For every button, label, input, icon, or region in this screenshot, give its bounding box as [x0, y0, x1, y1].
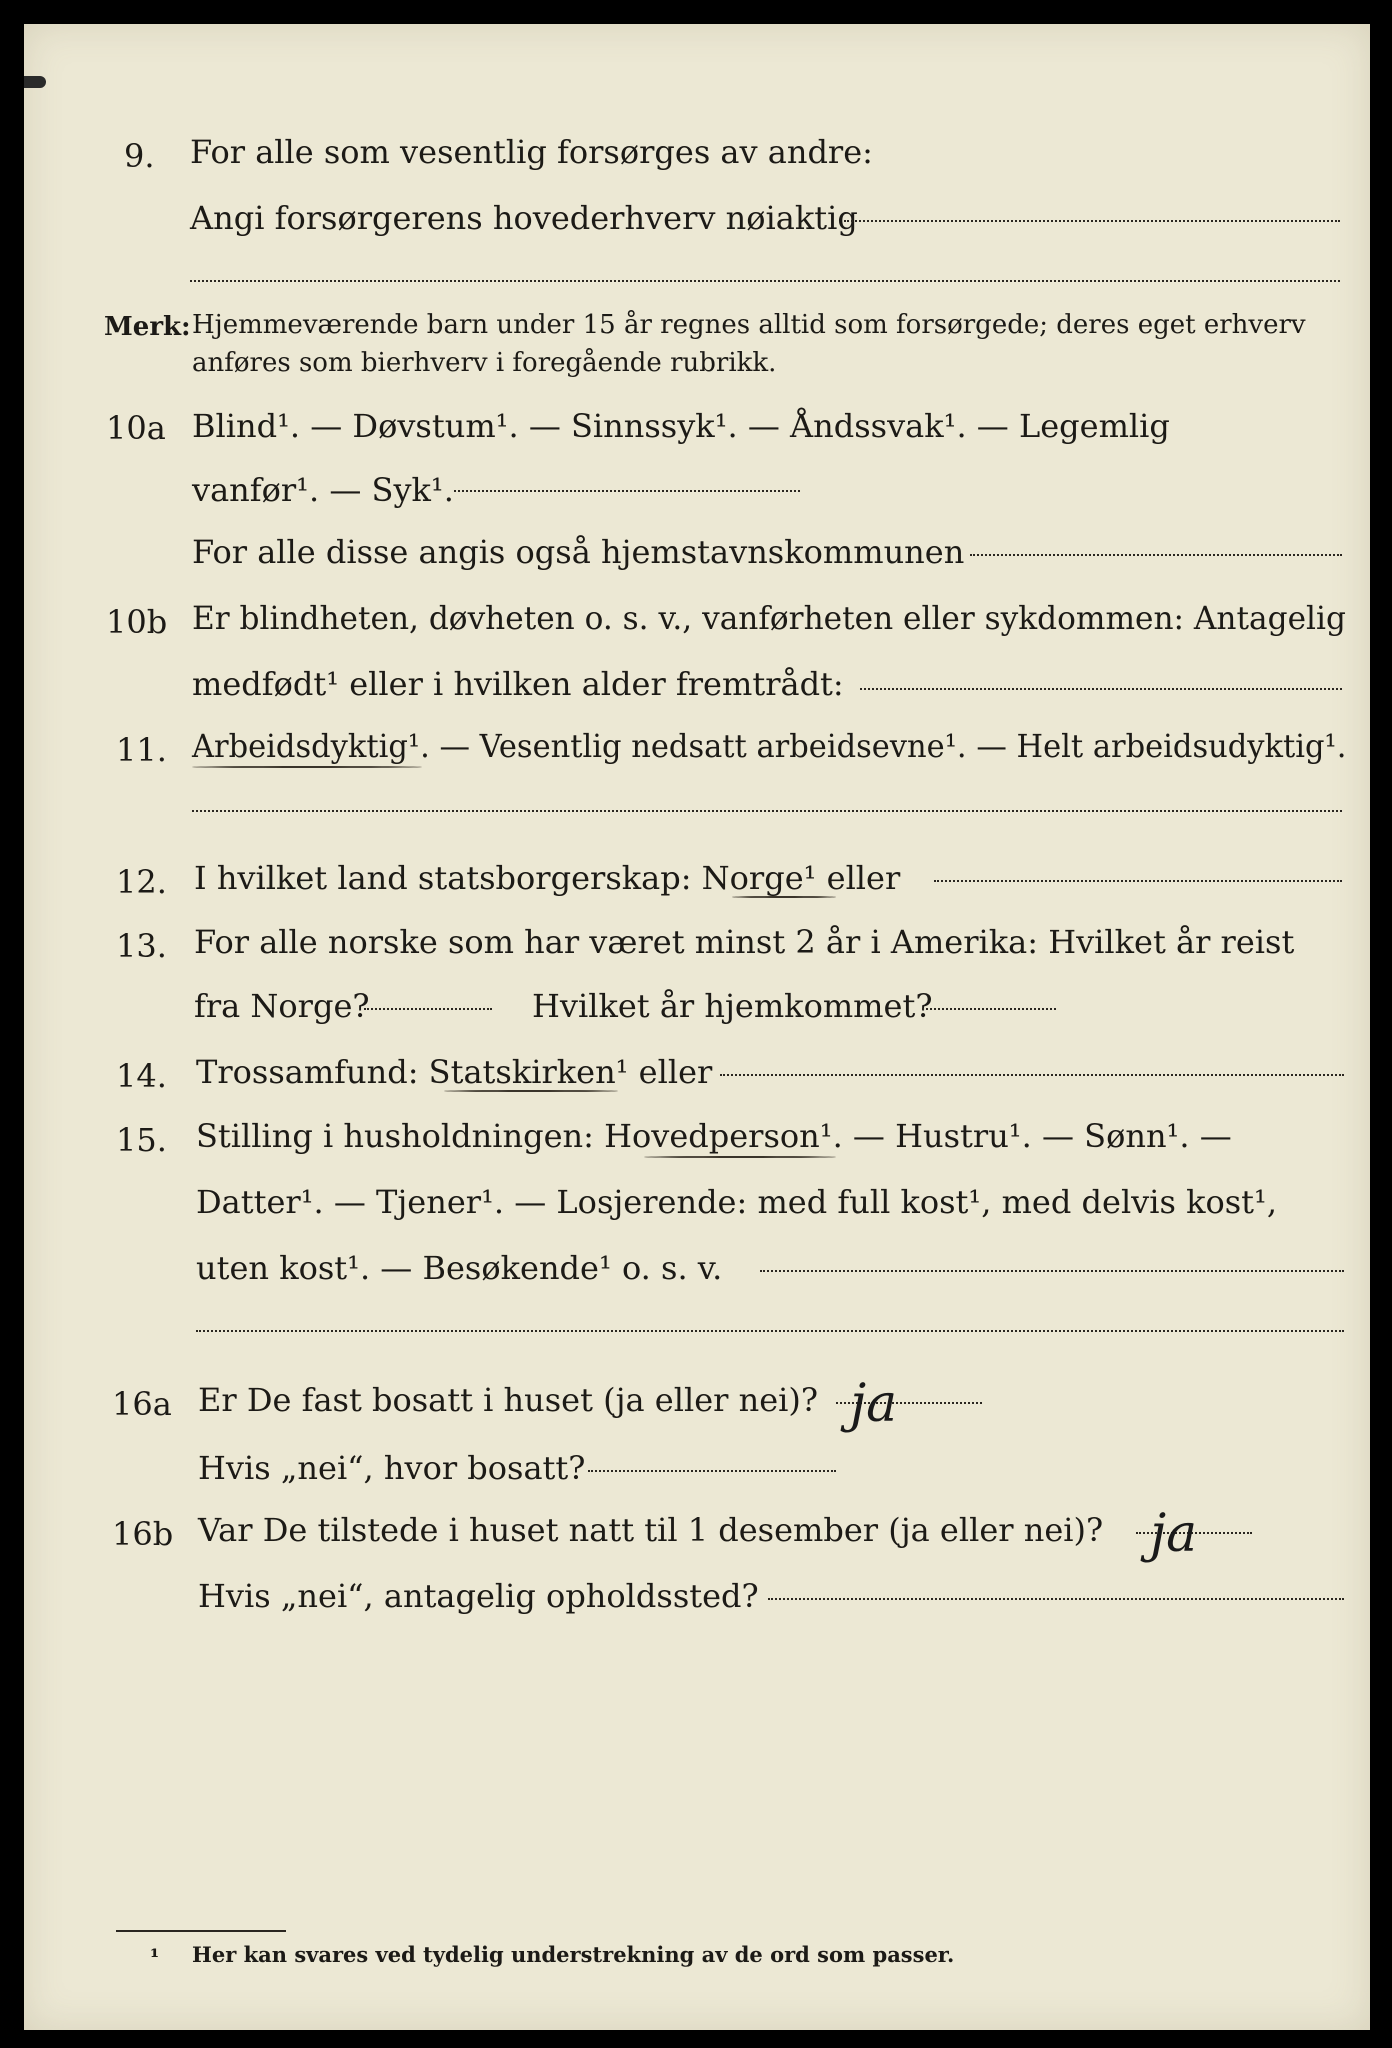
q10a-syk-line[interactable]	[454, 490, 800, 492]
q15-answer-line-2[interactable]	[196, 1330, 1344, 1332]
q10b-number: 10b	[106, 603, 168, 641]
q14-underline-statskirken	[444, 1090, 618, 1092]
q15-line3: uten kost¹. — Besøkende¹ o. s. v.	[196, 1249, 723, 1287]
q10b-line2: medfødt¹ eller i hvilken alder fremtrådt:	[192, 665, 844, 703]
q13-line2b: Hvilket år hjemkommet?	[532, 987, 933, 1025]
q16a-bosatt-line[interactable]	[588, 1470, 836, 1472]
q9-line1: For alle som vesentlig forsørges av andre:	[190, 133, 873, 171]
q14-line1: Trossamfund: Statskirken¹ eller	[196, 1053, 713, 1091]
q11-line1: Arbeidsdyktig¹. — Vesentlig nedsatt arbeidsevne¹. — Helt arbeidsudyktig¹.	[192, 727, 1347, 765]
merk-label: Merk:	[104, 312, 191, 342]
q16a-number: 16a	[112, 1385, 172, 1423]
q16b-line2: Hvis „nei“, antagelig opholdssted?	[198, 1577, 759, 1615]
q10a-number: 10a	[106, 409, 166, 447]
q10b-line1: Er blindheten, døvheten o. s. v., vanførheten eller sykdommen: Antagelig	[192, 599, 1346, 637]
q10a-line2: vanfør¹. — Syk¹.	[192, 471, 454, 509]
q15-line1: Stilling i husholdningen: Hovedperson¹. — Hustru¹. — Sønn¹. —	[196, 1117, 1232, 1155]
q10a-line3: For alle disse angis også hjemstavnskommunen	[192, 533, 965, 571]
q14-answer-line[interactable]	[720, 1074, 1344, 1076]
q16a-handwritten-answer: ja	[850, 1374, 898, 1434]
q16b-handwritten-answer: ja	[1150, 1504, 1198, 1564]
q9-answer-line[interactable]	[844, 220, 1340, 222]
footnote-rule	[116, 1930, 286, 1932]
q13-hjemkommet-line[interactable]	[922, 1008, 1056, 1010]
q9-answer-line-2[interactable]	[190, 280, 1340, 282]
q11-answer-line[interactable]	[192, 810, 1342, 812]
q12-line1: I hvilket land statsborgerskap: Norge¹ eller	[194, 859, 901, 897]
q13-line1: For alle norske som har været minst 2 år i Amerika: Hvilket år reist	[194, 923, 1295, 961]
q9-line2: Angi forsørgerens hovederhverv nøiaktig	[190, 199, 858, 237]
binder-clip	[24, 76, 46, 88]
footnote-mark: ¹	[150, 1944, 160, 1969]
q11-number: 11.	[116, 731, 167, 769]
q10a-line1: Blind¹. — Døvstum¹. — Sinnssyk¹. — Åndssvak¹. — Legemlig	[192, 407, 1170, 445]
q13-line2a: fra Norge?	[194, 987, 370, 1025]
merk-line2: anføres som bierhverv i foregående rubrikk.	[192, 348, 777, 378]
q12-answer-line[interactable]	[934, 880, 1342, 882]
footnote-text: Her kan svares ved tydelig understrekning av de ord som passer.	[192, 1942, 955, 1967]
merk-line1: Hjemmeværende barn under 15 år regnes alltid som forsørgede; deres eget erhverv	[192, 310, 1306, 340]
q14-number: 14.	[116, 1057, 167, 1095]
q15-number: 15.	[116, 1121, 167, 1159]
q9-number: 9.	[124, 137, 155, 175]
q13-reist-line[interactable]	[364, 1008, 492, 1010]
q13-number: 13.	[116, 927, 167, 965]
q15-line2: Datter¹. — Tjener¹. — Losjerende: med full kost¹, med delvis kost¹,	[196, 1183, 1278, 1221]
q16b-line1: Var De tilstede i huset natt til 1 desember (ja eller nei)?	[198, 1511, 1104, 1549]
q16a-line1: Er De fast bosatt i huset (ja eller nei)?	[198, 1381, 819, 1419]
q10a-answer-line[interactable]	[970, 554, 1342, 556]
q12-underline-norge	[732, 896, 836, 898]
q15-answer-line[interactable]	[760, 1270, 1344, 1272]
q16b-opholdssted-line[interactable]	[768, 1598, 1344, 1600]
q16b-number: 16b	[112, 1515, 174, 1553]
census-form-page	[24, 24, 1370, 2030]
q10b-answer-line[interactable]	[860, 688, 1342, 690]
q12-number: 12.	[116, 863, 167, 901]
q11-underline-arbeidsdyktig	[192, 766, 422, 768]
q16a-line2: Hvis „nei“, hvor bosatt?	[198, 1449, 586, 1487]
q15-underline-hovedperson	[644, 1156, 836, 1158]
